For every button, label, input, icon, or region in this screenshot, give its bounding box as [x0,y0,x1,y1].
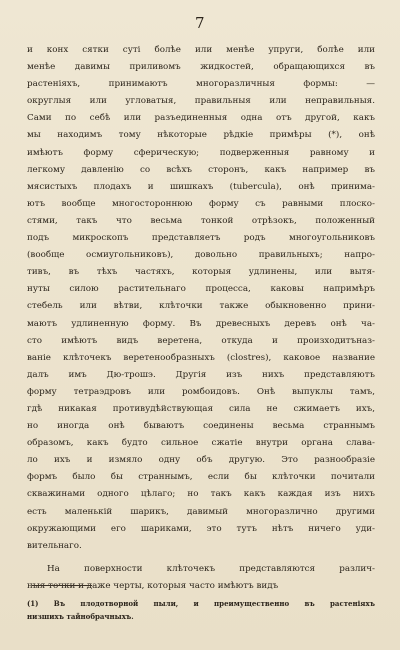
text-line: и конх сятки сутi болѣе или менѣе упруги, болѣе или [27,45,375,55]
text-line: ныя точки и даже черты, которыя часто имѣютъ видъ [27,580,279,591]
footnote-line: низшихъ тайнобрачныхъ. [27,612,134,621]
text-line: есть маленькій шарикъ, давимый многоразлично другими [27,506,375,517]
text-line: стебель или вѣтви, клѣточки также обыкновенно прини- [27,301,375,312]
text-line: тивъ, въ тѣхъ частяхъ, которыя удлинены, или вытя- [27,267,375,278]
text-line: мясистыхъ плодахъ и шишкахъ (tubercula), онѣ принима- [27,181,375,192]
text-line: далъ имъ Дю-трошэ. Другія изъ нихъ представляютъ [27,369,375,380]
text-line: ваніе клѣточекъ веретенообразныхъ (clostres), каковое название [27,352,375,363]
text-line: ло ихъ и измяло одну объ другую. Это разнообразіе [27,455,375,466]
body-text [27,42,375,595]
text-line: маютъ удлиненную форму. Въ древесныхъ деревъ онѣ ча- [27,318,375,329]
paragraph [27,561,375,595]
text-line: стями, такъ что весьма тонкой отрѣзокъ, положенный [27,215,375,226]
text-line: окружающими его шариками, это тутъ нѣтъ ничего уди- [27,523,375,534]
text-line: образомъ, какъ будто сильное сжатіе внутри органа слава- [27,438,375,449]
text-line: скважинами одного цѣлаго; но такъ какъ каждая изъ нихъ [27,489,375,500]
text-line: На поверхности клѣточекъ представляются различ- [47,563,375,574]
text-line: нуты силою растительнаго процесса, каковы напримѣръ [27,284,375,295]
text-line: имѣютъ форму сферическую; подверженныя равному и [27,147,375,158]
text-line: (вообще осмиугольниковъ), довольно правильныхъ; напро- [27,250,375,261]
text-line: растеніяхъ, принимаютъ многоразличныя формы: — [27,79,375,90]
text-line: подъ микроскопъ представляетъ родъ многоугольниковъ [27,233,375,244]
text-line: гдѣ никакая противудѣйствующая сила не сжимаетъ ихъ, [27,403,375,414]
text-line: формъ было бы страннымъ, если бы клѣточки почитали [27,472,375,483]
text-line: мы находимъ тому нѣкоторые рѣдкіе примѣры (*), онѣ [27,130,375,141]
page-number: 7 [194,14,206,32]
text-line: ютъ вообще многостороннюю форму съ равными плоско- [27,198,375,209]
text-line: форму тетраэдровъ или ромбоидовъ. Онѣ выпуклы тамъ, [27,386,375,397]
text-line: легкому давленію со всѣхъ сторонъ, какъ например въ [27,164,375,175]
text-line: но иногда онѣ бываютъ соединены весьма страннымъ [27,421,375,432]
text-line: менѣе давимы приливомъ жидкостей, обращающихся въ [27,62,375,73]
text-line: Сами по себѣ или разъединенныя одна отъ другой, какъ [27,113,375,124]
text-line: округлыя или угловатыя, правильныя или неправильныя. [27,96,375,107]
footnote-divider [32,585,92,586]
paragraph [27,42,375,555]
text-line: сто имѣютъ видъ веретена, откуда и произходитъназ- [27,335,375,346]
footnote-line: (1) Въ плодотворной пыли, и преимущественно въ растеніяхъ [27,599,375,608]
text-line: вительнаго. [27,540,82,551]
footnote [27,597,375,623]
